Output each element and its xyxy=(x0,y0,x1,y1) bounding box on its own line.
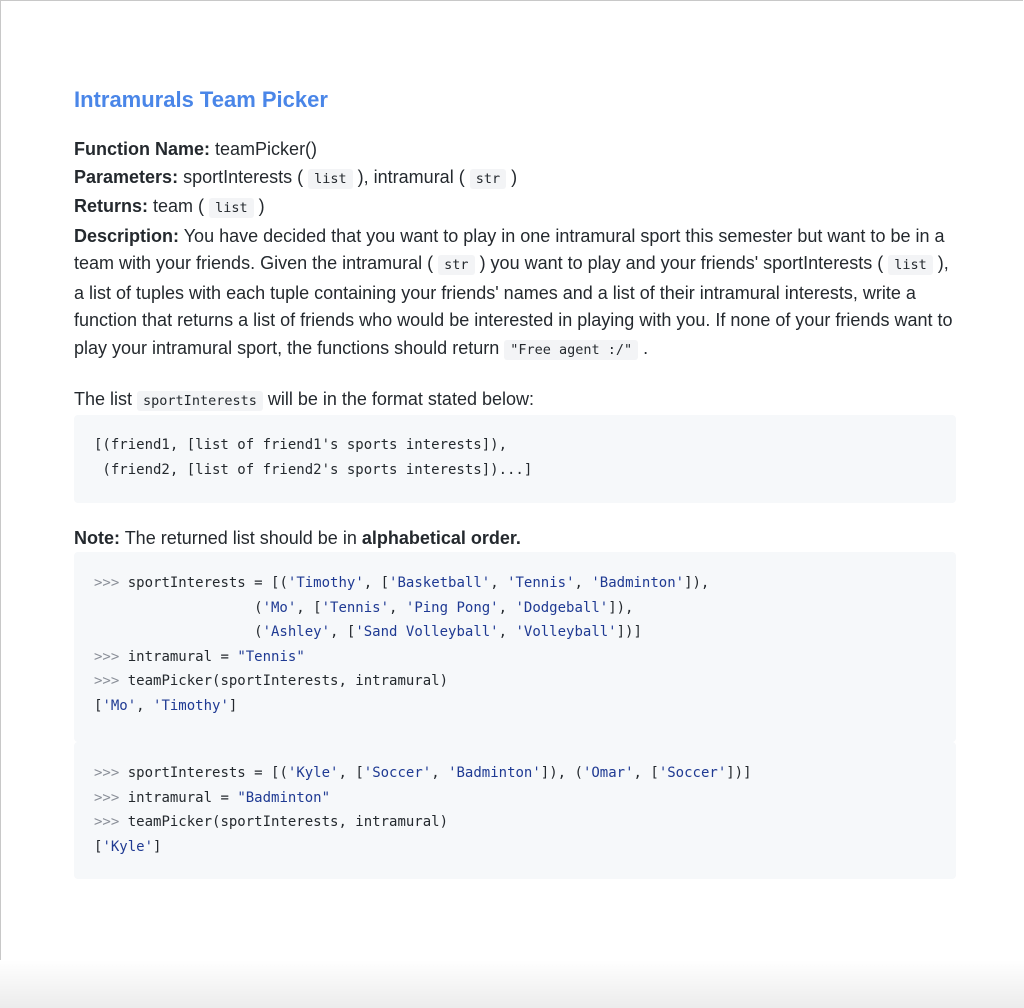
string-literal: 'Badminton' xyxy=(448,765,541,781)
string-literal: 'Dodgeball' xyxy=(515,599,609,616)
description-code-free-agent: "Free agent :/" xyxy=(504,340,638,360)
format-paragraph xyxy=(74,386,956,415)
function-spec xyxy=(74,136,956,364)
returns-type: list xyxy=(209,198,254,218)
description-text-3: ), a list of tuples with each tuple containing your friends' names and a list of their intramural interests, write a function that returns a list of friends who would be interested in playing with you. If none of your friends want to play your intramural sport, the functions should return xyxy=(74,253,953,358)
code-text: ( xyxy=(94,624,263,640)
bottom-shadow xyxy=(0,960,1024,1008)
code-text: sportInterests = [( xyxy=(127,575,288,591)
string-literal: 'Mo' xyxy=(102,697,137,714)
note-label: Note: xyxy=(74,528,120,548)
format-code-block xyxy=(74,415,956,503)
returns-line xyxy=(74,193,956,223)
code-text: teamPicker(sportInterests, intramural) xyxy=(127,673,449,689)
string-literal: "Badminton" xyxy=(237,789,331,806)
code-text: , xyxy=(498,599,516,616)
string-literal: 'Volleyball' xyxy=(515,624,617,640)
output-text: [ xyxy=(94,838,103,855)
param2-text: ), intramural ( xyxy=(357,166,465,187)
string-literal: 'Soccer' xyxy=(658,765,727,781)
code-text: ]), xyxy=(608,599,634,616)
returns-value: team ( xyxy=(153,196,205,216)
string-literal: 'Timothy' xyxy=(153,697,229,714)
format-line-2: (friend2, [list of friend2's sports interests])...] xyxy=(94,461,533,478)
param1-type: list xyxy=(308,169,353,189)
code-text: ])] xyxy=(616,624,642,640)
example-1-code-block xyxy=(74,552,956,742)
prompt: >>> xyxy=(94,814,120,830)
code-text: , xyxy=(389,599,406,616)
code-text: , xyxy=(431,765,449,781)
code-text: , [ xyxy=(363,575,390,591)
output-text: [ xyxy=(94,697,103,714)
code-text: teamPicker(sportInterests, intramural) xyxy=(127,814,449,830)
string-literal: 'Ashley' xyxy=(262,624,331,640)
description-text-2: ) you want to play and your friends' sportInterests ( xyxy=(479,253,884,273)
output-text: ] xyxy=(228,697,238,714)
code-text: , xyxy=(574,575,592,591)
format-text-pre: The list xyxy=(74,389,133,409)
string-literal: 'Omar' xyxy=(582,765,634,781)
string-literal: 'Basketball' xyxy=(389,575,491,591)
format-line-1: [(friend1, [list of friend1's sports interests]), xyxy=(94,437,508,453)
format-text-post: will be in the format stated below: xyxy=(267,389,534,409)
param2-type: str xyxy=(470,169,506,189)
prompt: >>> xyxy=(94,575,120,591)
string-literal: 'Kyle' xyxy=(102,838,154,855)
code-text: , [ xyxy=(330,624,356,640)
code-text: , xyxy=(490,575,508,591)
string-literal: "Tennis" xyxy=(237,648,305,665)
function-name-value: teamPicker() xyxy=(215,139,318,159)
string-literal: 'Sand Volleyball' xyxy=(355,624,499,640)
code-text: sportInterests = [( xyxy=(127,765,288,781)
page-title: Intramurals Team Picker xyxy=(74,87,328,112)
prompt: >>> xyxy=(94,789,120,806)
code-text: ( xyxy=(94,599,263,616)
description-code-str: str xyxy=(438,255,474,275)
string-literal: 'Soccer' xyxy=(363,765,432,781)
note-bold: alphabetical order. xyxy=(361,528,521,548)
code-text: , [ xyxy=(633,765,659,781)
note xyxy=(74,525,956,552)
description-code-list: list xyxy=(888,255,933,275)
output-text: ] xyxy=(153,838,162,855)
string-literal: 'Mo' xyxy=(262,599,297,616)
code-text: ]), xyxy=(684,575,710,591)
parameters-label: Parameters: xyxy=(74,166,179,187)
string-literal: 'Kyle' xyxy=(287,765,339,781)
string-literal: 'Tennis' xyxy=(507,575,575,591)
code-text: , [ xyxy=(296,599,322,616)
problem-content xyxy=(74,86,956,879)
description-label: Description: xyxy=(74,225,180,246)
description-text-1: You have decided that you want to play in one intramural sport this semester but want to be in a team with your friends. Given the intramural ( xyxy=(74,225,945,273)
prompt: >>> xyxy=(94,673,120,689)
description xyxy=(74,223,956,365)
param2-close: ) xyxy=(511,166,518,187)
string-literal: 'Timothy' xyxy=(287,575,364,591)
string-literal: 'Badminton' xyxy=(591,575,685,591)
string-literal: 'Tennis' xyxy=(321,599,390,616)
returns-label: Returns: xyxy=(74,196,149,216)
code-text: ]), ( xyxy=(540,765,583,781)
param1-text: sportInterests ( xyxy=(183,166,304,187)
prompt: >>> xyxy=(94,765,120,781)
format-code: sportInterests xyxy=(137,391,263,411)
function-name-label: Function Name: xyxy=(74,139,211,159)
note-text: The returned list should be in xyxy=(124,528,357,548)
example-2-code-block xyxy=(74,742,956,879)
code-text: intramural = xyxy=(127,648,238,665)
returns-close: ) xyxy=(258,196,265,216)
string-literal: 'Ping Pong' xyxy=(405,599,499,616)
function-name-line xyxy=(74,136,956,164)
description-end: . xyxy=(643,337,649,358)
parameters-line xyxy=(74,164,956,194)
code-text: , [ xyxy=(338,765,364,781)
output-text: , xyxy=(136,697,154,714)
code-text: , xyxy=(498,624,516,640)
code-text: ])] xyxy=(726,765,752,781)
code-text: intramural = xyxy=(127,789,238,806)
prompt: >>> xyxy=(94,648,120,665)
